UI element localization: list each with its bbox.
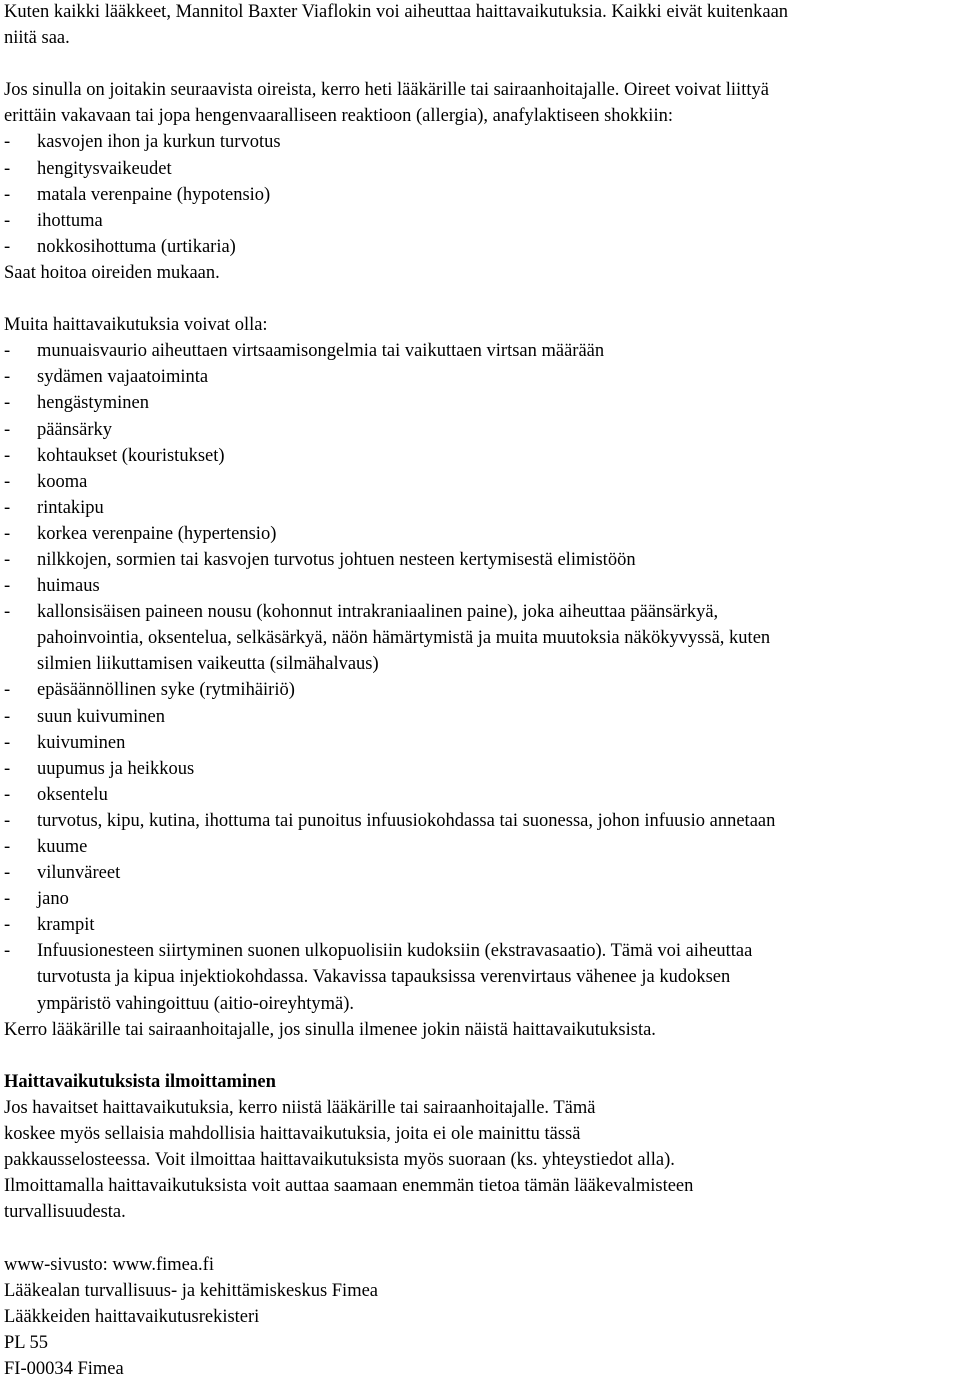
list-item	[4, 756, 956, 782]
contact-postal-code: FI-00034 Fimea	[4, 1358, 124, 1379]
list-item	[4, 730, 956, 756]
bullet-dash: -	[4, 445, 11, 466]
list-item-text: jano	[37, 889, 69, 910]
bullet-dash: -	[4, 784, 11, 805]
other-effects-closing: Kerro lääkärille tai sairaanhoitajalle, jos sinulla ilmenee jokin näistä haittavaikutuksista.	[4, 1019, 656, 1040]
list-item-continuation	[4, 625, 956, 651]
bullet-dash: -	[4, 210, 11, 231]
reporting-heading: Haittavaikutuksista ilmoittaminen	[4, 1071, 276, 1092]
list-item-text: kasvojen ihon ja kurkun turvotus	[37, 132, 281, 153]
bullet-dash: -	[4, 732, 11, 753]
list-item-text: silmien liikuttamisen vaikeutta (silmähalvaus)	[37, 654, 379, 675]
list-item	[4, 912, 956, 938]
list-item-text: rintakipu	[37, 497, 104, 518]
bullet-dash: -	[4, 549, 11, 570]
bullet-dash: -	[4, 497, 11, 518]
bullet-dash: -	[4, 680, 11, 701]
bullet-dash: -	[4, 810, 11, 831]
list-item-text: korkea verenpaine (hypertensio)	[37, 523, 277, 544]
bullet-dash: -	[4, 236, 11, 257]
list-item	[4, 208, 956, 234]
bullet-dash: -	[4, 837, 11, 857]
allergy-closing: Saat hoitoa oireiden mukaan.	[4, 262, 220, 283]
reporting-line: Ilmoittamalla haittavaikutuksista voit auttaa saamaan enemmän tietoa tämän lääkevalmisteen	[4, 1176, 694, 1197]
list-item	[4, 938, 956, 964]
list-item-text: munuaisvaurio aiheuttaen virtsaamisongelmia tai vaikuttaen virtsan määrään	[37, 341, 605, 362]
list-item-text: pahoinvointia, oksentelua, selkäsärkyä, näön hämärtymistä ja muita muutoksia näkökyvyssä, kuten	[37, 628, 771, 649]
spacer	[4, 51, 956, 77]
list-item-text: matala verenpaine (hypotensio)	[37, 184, 271, 205]
list-item-text: Infuusionesteen siirtyminen suonen ulkopuolisiin kudoksiin (ekstravasaatio). Tämä voi aiheuttaa	[37, 941, 753, 962]
reporting-line: Jos havaitset haittavaikutuksia, kerro niistä lääkärille tai sairaanhoitajalle. Tämä	[4, 1097, 596, 1118]
bullet-dash: -	[4, 471, 11, 492]
contact-organization: Lääkealan turvallisuus- ja kehittämiskeskus Fimea	[4, 1280, 379, 1301]
list-item	[4, 677, 956, 703]
contact-registry: Lääkkeiden haittavaikutusrekisteri	[4, 1306, 260, 1327]
list-item-text: nilkkojen, sormien tai kasvojen turvotus johtuen nesteen kertymisestä elimistöön	[37, 549, 636, 570]
intro-line-1: Kuten kaikki lääkkeet, Mannitol Baxter Viaflokin voi aiheuttaa haittavaikutuksia. Kaikki eivät kuitenkaan	[4, 2, 789, 22]
reporting-line: turvallisuudesta.	[4, 1202, 126, 1223]
document-page	[4, 0, 956, 1382]
list-item	[4, 808, 956, 834]
bullet-dash: -	[4, 158, 11, 179]
bullet-dash: -	[4, 419, 11, 440]
spacer	[4, 286, 956, 312]
list-item	[4, 390, 956, 416]
reporting-line: koskee myös sellaisia mahdollisia haittavaikutuksia, joita ei ole mainittu tässä	[4, 1124, 581, 1145]
list-item-text: uupumus ja heikkous	[37, 758, 195, 779]
other-effects-list	[4, 338, 956, 1016]
list-item	[4, 886, 956, 912]
bullet-dash: -	[4, 915, 11, 936]
list-item	[4, 495, 956, 521]
list-item	[4, 573, 956, 599]
list-item-text: huimaus	[37, 576, 100, 597]
bullet-dash: -	[4, 393, 11, 414]
allergy-symptom-list	[4, 129, 956, 259]
list-item-continuation	[4, 651, 956, 677]
list-item	[4, 469, 956, 495]
contact-po-box: PL 55	[4, 1332, 49, 1353]
list-item-text: turvotus, kipu, kutina, ihottuma tai punoitus infuusiokohdassa tai suonessa, johon infuusio annetaan	[37, 810, 776, 831]
bullet-dash: -	[4, 184, 11, 205]
contact-website: www-sivusto: www.fimea.fi	[4, 1254, 214, 1275]
list-item-text: suun kuivuminen	[37, 706, 165, 727]
intro-line-2: niitä saa.	[4, 28, 70, 49]
bullet-dash: -	[4, 367, 11, 388]
list-item	[4, 547, 956, 573]
bullet-dash: -	[4, 132, 11, 153]
list-item-continuation	[4, 964, 956, 990]
list-item-text: turvotusta ja kipua injektiokohdassa. Vakavissa tapauksissa verenvirtaus vähenee ja kudoksen	[37, 967, 731, 988]
list-item-text: krampit	[37, 915, 95, 936]
bullet-dash: -	[4, 706, 11, 727]
list-item-text: hengitysvaikeudet	[37, 158, 172, 179]
spacer	[4, 1225, 956, 1251]
list-item-text: kuivuminen	[37, 732, 126, 753]
bullet-dash: -	[4, 758, 11, 779]
list-item-text: päänsärky	[37, 419, 112, 440]
list-item	[4, 860, 956, 886]
list-item	[4, 129, 956, 155]
bullet-dash: -	[4, 523, 11, 544]
other-effects-intro: Muita haittavaikutuksia voivat olla:	[4, 315, 268, 336]
list-item-text: ihottuma	[37, 210, 103, 231]
list-item-text: ympäristö vahingoittuu (aitio-oireyhtymä).	[37, 993, 355, 1014]
list-item	[4, 782, 956, 808]
list-item-text: epäsäännöllinen syke (rytmihäiriö)	[37, 680, 295, 701]
bullet-dash: -	[4, 863, 11, 884]
bullet-dash: -	[4, 602, 11, 623]
list-item	[4, 182, 956, 208]
list-item	[4, 834, 956, 860]
list-item	[4, 443, 956, 469]
list-item-text: kuume	[37, 837, 88, 857]
reporting-line: pakkausselosteessa. Voit ilmoittaa haittavaikutuksista myös suoraan (ks. yhteystiedot alla).	[4, 1150, 675, 1171]
list-item	[4, 704, 956, 730]
bullet-dash: -	[4, 341, 11, 362]
list-item	[4, 521, 956, 547]
list-item-text: oksentelu	[37, 784, 108, 805]
list-item	[4, 338, 956, 364]
list-item	[4, 234, 956, 260]
list-item	[4, 599, 956, 625]
allergy-line-1: Jos sinulla on joitakin seuraavista oireista, kerro heti lääkärille tai sairaanhoitajalle. Oireet voivat liittyä	[4, 80, 769, 101]
bullet-dash: -	[4, 889, 11, 910]
list-item	[4, 156, 956, 182]
list-item	[4, 417, 956, 443]
list-item-text: sydämen vajaatoiminta	[37, 367, 209, 388]
list-item-text: kallonsisäisen paineen nousu (kohonnut intrakraniaalinen paine), joka aiheuttaa päänsärkyä,	[37, 602, 719, 623]
bullet-dash: -	[4, 941, 11, 962]
list-item	[4, 364, 956, 390]
list-item-text: kohtaukset (kouristukset)	[37, 445, 225, 466]
list-item-text: kooma	[37, 471, 88, 492]
list-item-continuation	[4, 991, 956, 1017]
list-item-text: hengästyminen	[37, 393, 150, 414]
spacer	[4, 1043, 956, 1069]
list-item-text: vilunväreet	[37, 863, 121, 884]
allergy-line-2: erittäin vakavaan tai jopa hengenvaaralliseen reaktioon (allergia), anafylaktiseen shokkiin:	[4, 106, 673, 127]
list-item-text: nokkosihottuma (urtikaria)	[37, 236, 236, 257]
bullet-dash: -	[4, 576, 11, 597]
